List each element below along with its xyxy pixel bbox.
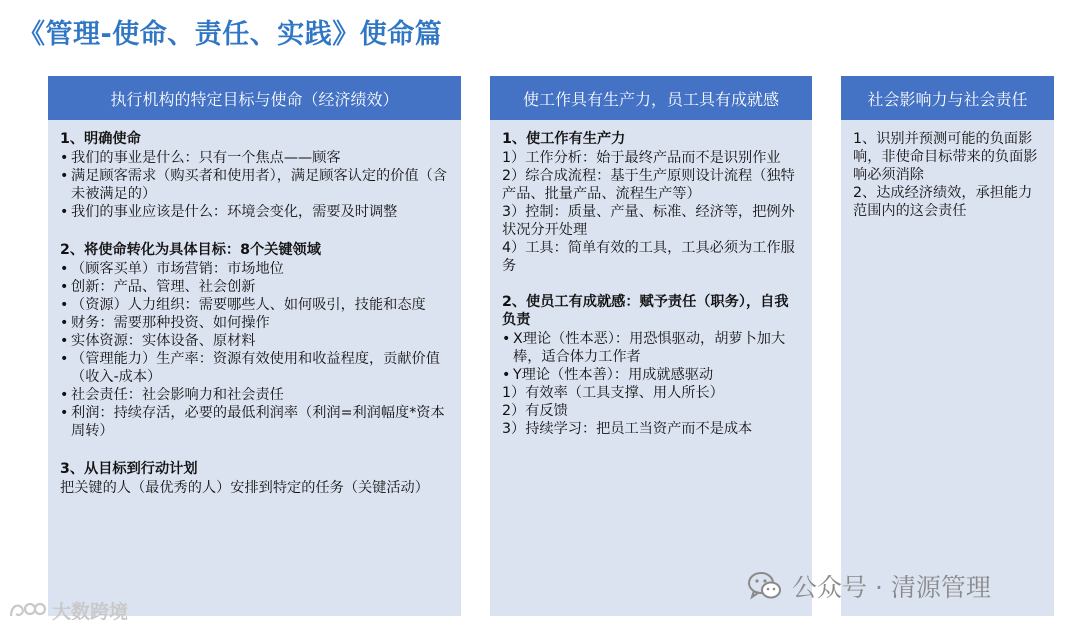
panel-header: 社会影响力与社会责任 <box>841 76 1054 120</box>
panel-header: 使工作具有生产力，员工具有成就感 <box>490 76 812 120</box>
panel-body <box>48 120 461 497</box>
section-text: 把关键的人（最优秀的人）安排到特定的任务（关键活动） <box>60 480 429 496</box>
list-item: • 创新：产品、管理、社会创新 <box>60 278 447 296</box>
list-item: • X理论（性本恶）：用恐惧驱动，胡萝卜加大棒，适合体力工作者 <box>502 330 798 366</box>
panel-economic-performance <box>48 76 461 616</box>
list-item: • （管理能力）生产率：资源有效使用和收益程度，贡献价值（收入-成本） <box>60 350 447 386</box>
list-item: 1）工作分析：始于最终产品而不是识别作业 <box>502 150 781 166</box>
list-item: • 我们的事业应该是什么：环境会变化，需要及时调整 <box>60 203 447 221</box>
list-item: • （资源）人力组织：需要哪些人、如何吸引，技能和态度 <box>60 296 447 314</box>
list-item: • 我们的事业是什么：只有一个焦点——顾客 <box>60 149 447 167</box>
watermark-logo <box>8 598 128 622</box>
section-title: 2、使员工有成就感：赋予责任（职务），自我负责 <box>502 294 789 328</box>
wechat-icon <box>748 571 782 601</box>
list-item: 3）控制：质量、产量、标准、经济等，把例外状况分开处理 <box>502 204 795 238</box>
dashuju-logo-icon <box>8 600 46 620</box>
section-title: 3、从目标到行动计划 <box>60 461 198 477</box>
list-item: 3）持续学习：把员工当资产而不是成本 <box>502 421 753 437</box>
list-item: 4）工具：简单有效的工具，工具必须为工作服务 <box>502 240 795 274</box>
list-item: 2、达成经济绩效，承担能力范围内的这会责任 <box>853 185 1033 219</box>
list-item: 1、识别并预测可能的负面影响，非使命目标带来的负面影响必须消除 <box>853 131 1038 183</box>
panel-body <box>841 120 1054 220</box>
watermark-wechat <box>748 568 991 604</box>
panel-productivity <box>490 76 812 616</box>
list-item: • 满足顾客需求（购买者和使用者），满足顾客认定的价值（含未被满足的） <box>60 167 447 203</box>
section-title: 1、使工作有生产力 <box>502 131 626 147</box>
section-title: 2、将使命转化为具体目标：8个关键领域 <box>60 242 321 258</box>
list-item: • 利润：持续存活，必要的最低利润率（利润=利润幅度*资本周转） <box>60 404 447 440</box>
list-item: 2）综合成流程：基于生产原则设计流程（独特产品、批量产品、流程生产等） <box>502 168 795 202</box>
watermark-text: 公众号 · 清源管理 <box>792 573 991 602</box>
list-item: 1）有效率（工具支撑、用人所长） <box>502 385 724 401</box>
list-item: • 实体资源：实体设备、原材料 <box>60 332 447 350</box>
list-item: • 财务：需要那种投资、如何操作 <box>60 314 447 332</box>
panel-body <box>490 120 812 438</box>
list-item: • 社会责任：社会影响力和社会责任 <box>60 386 447 404</box>
watermark-text: 大数跨境 <box>52 600 129 623</box>
section-title: 1、明确使命 <box>60 131 141 147</box>
list-item: 2）有反馈 <box>502 403 568 419</box>
list-item: • Y理论（性本善）：用成就感驱动 <box>502 366 798 384</box>
page-title: 《管理-使命、责任、实践》使命篇 <box>18 19 443 50</box>
panel-header: 执行机构的特定目标与使命（经济绩效） <box>48 76 461 120</box>
list-item: • （顾客买单）市场营销：市场地位 <box>60 260 447 278</box>
panel-social-responsibility <box>841 76 1054 616</box>
